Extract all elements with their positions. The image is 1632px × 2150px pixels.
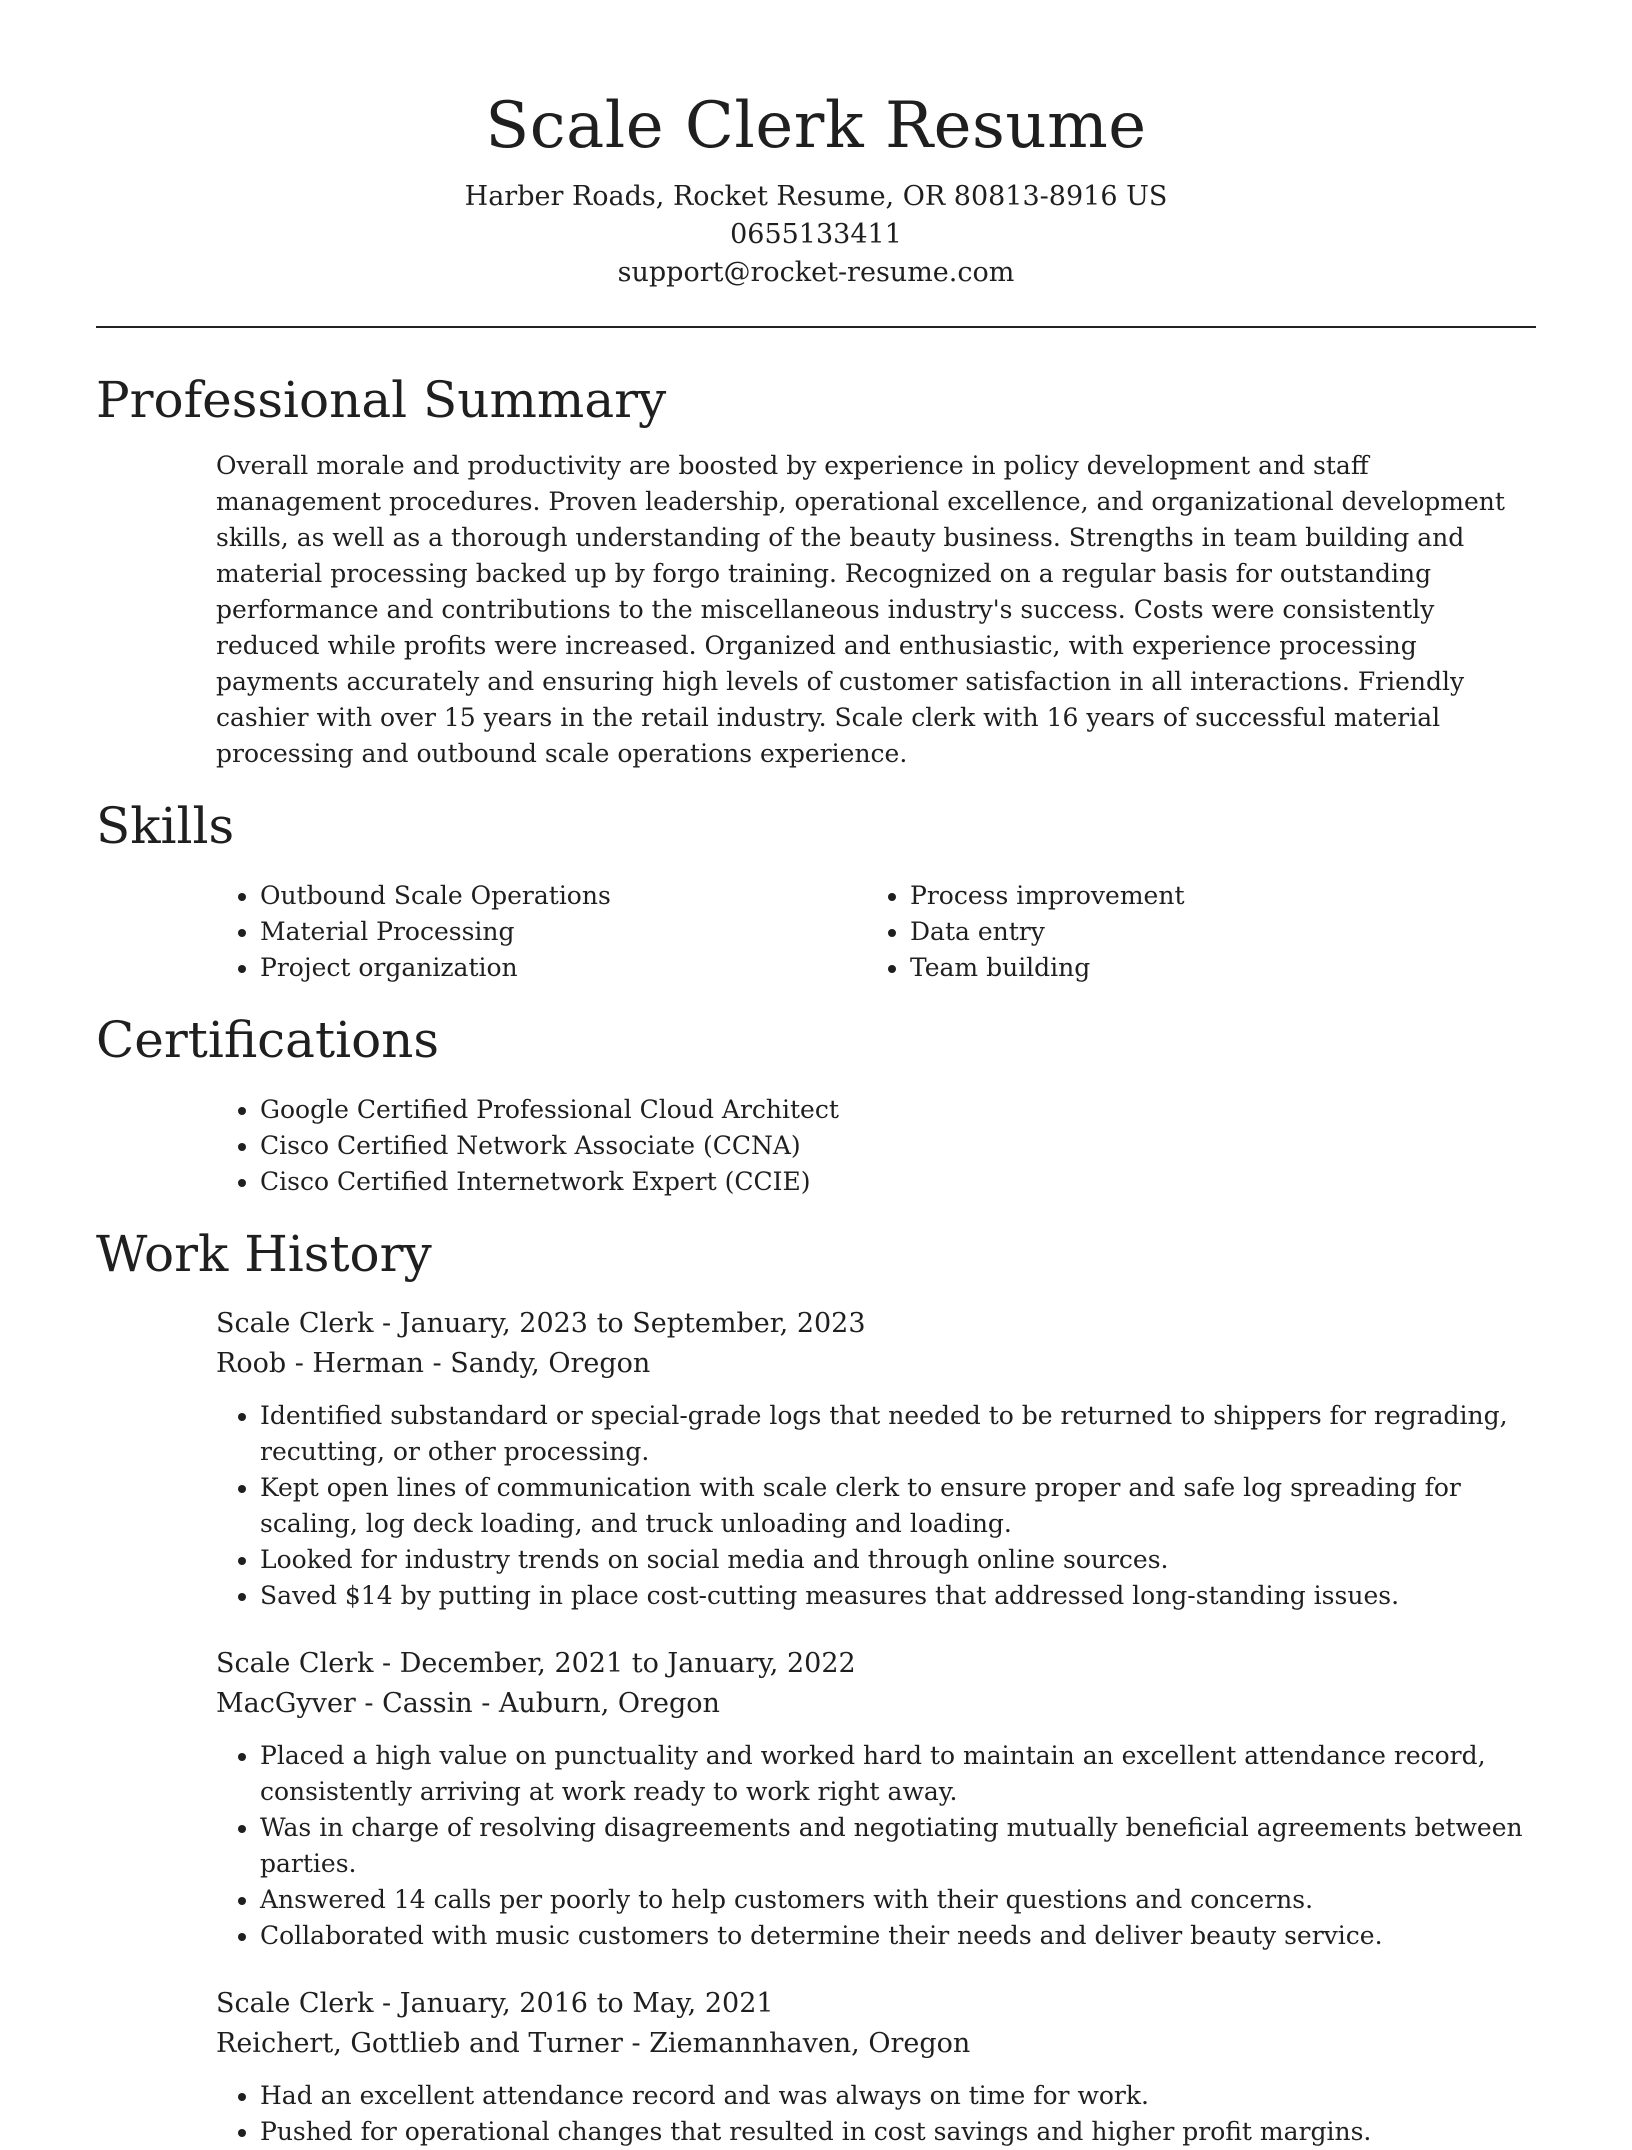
- job-entry: [216, 1304, 1536, 1614]
- job-dates: - December, 2021 to January, 2022: [373, 1648, 856, 1679]
- job-duties: [216, 1738, 1536, 1954]
- job-duty: • Pushed for operational changes that resulted in cost savings and higher profit margins.: [260, 2114, 1536, 2150]
- skill-item: • Team building: [910, 950, 1516, 986]
- job-role-line: [216, 1984, 1536, 2024]
- job-company-line: [216, 1684, 1536, 1724]
- job-location: - Ziemannhaven, Oregon: [622, 2028, 971, 2059]
- job-duty: • Looked for industry trends on social media and through online sources.: [260, 1542, 1536, 1578]
- job-duty: • Kept open lines of communication with scale clerk to ensure proper and safe log spreading for scaling, log deck loading, and truck unloading and loading.: [260, 1470, 1536, 1542]
- header-divider: [96, 326, 1536, 328]
- job-dates: - January, 2016 to May, 2021: [373, 1988, 774, 2019]
- skill-item: • Process improvement: [910, 878, 1516, 914]
- job-company-line: [216, 1344, 1536, 1384]
- job-location: - Sandy, Oregon: [423, 1348, 651, 1379]
- job-location: - Auburn, Oregon: [472, 1688, 720, 1719]
- skills-column-left: [216, 878, 866, 986]
- contact-phone: 0655133411: [730, 219, 902, 250]
- job-role-line: [216, 1304, 1536, 1344]
- skills-list: [216, 878, 1536, 986]
- job-duty: • Placed a high value on punctuality and worked hard to maintain an excellent attendance record, consistently arriving at work ready to work right away.: [260, 1738, 1536, 1810]
- job-duty: • Identified substandard or special-grade logs that needed to be returned to shippers for regrading, recutting, or other processing.: [260, 1398, 1536, 1470]
- job-role: Scale Clerk: [216, 1308, 374, 1339]
- skills-column-right: [866, 878, 1516, 986]
- contact-info: [96, 178, 1536, 292]
- job-duties: [216, 1398, 1536, 1614]
- job-dates: - January, 2023 to September, 2023: [373, 1308, 866, 1339]
- job-duty: • Answered 14 calls per poorly to help customers with their questions and concerns.: [260, 1882, 1536, 1918]
- job-duty: • Saved $14 by putting in place cost-cutting measures that addressed long-standing issues.: [260, 1578, 1536, 1614]
- contact-email: support@rocket-resume.com: [617, 257, 1015, 288]
- work-history-heading: Work History: [96, 1225, 432, 1283]
- job-company-line: [216, 2024, 1536, 2064]
- job-company: MacGyver - Cassin: [216, 1688, 473, 1719]
- certification-item: • Google Certified Professional Cloud Architect: [260, 1092, 1536, 1128]
- summary-text: Overall morale and productivity are boosted by experience in policy development and staff management procedures. Proven leadership, operational excellence, and organizational development skills, as well as a thorough understanding of the beauty business. Strengths in team building and material processing backed up by forgo training. Recognized on a regular basis for outstanding performance and contributions to the miscellaneous industry's success. Costs were consistently reduced while profits were increased. Organized and enthusiastic, with experience processing payments accurately and ensuring high levels of customer satisfaction in all interactions. Friendly cashier with over 15 years in the retail industry. Scale clerk with 16 years of successful material processing and outbound scale operations experience.: [216, 451, 1505, 768]
- job-entry: [216, 1984, 1536, 2150]
- job-company: Roob - Herman: [216, 1348, 424, 1379]
- job-duty: • Collaborated with music customers to determine their needs and deliver beauty service.: [260, 1918, 1536, 1954]
- job-duty: • Had an excellent attendance record and was always on time for work.: [260, 2078, 1536, 2114]
- certification-item: • Cisco Certified Network Associate (CCNA): [260, 1128, 1536, 1164]
- summary-heading: Professional Summary: [96, 371, 667, 429]
- resume-page: [96, 0, 1536, 2150]
- contact-address: Harber Roads, Rocket Resume, OR 80813-8916 US: [464, 181, 1168, 212]
- certification-item: • Cisco Certified Internetwork Expert (CCIE): [260, 1164, 1536, 1200]
- job-role: Scale Clerk: [216, 1648, 374, 1679]
- skill-item: • Project organization: [260, 950, 866, 986]
- skill-item: • Data entry: [910, 914, 1516, 950]
- job-role-line: [216, 1644, 1536, 1684]
- certifications-heading: Certifications: [96, 1011, 440, 1069]
- skill-item: • Material Processing: [260, 914, 866, 950]
- job-company: Reichert, Gottlieb and Turner: [216, 2028, 623, 2059]
- job-duty: • Was in charge of resolving disagreements and negotiating mutually beneficial agreements between parties.: [260, 1810, 1536, 1882]
- job-entry: [216, 1644, 1536, 1954]
- resume-title: Scale Clerk Resume: [485, 89, 1147, 163]
- certifications-list: [216, 1092, 1536, 1200]
- skills-heading: Skills: [96, 797, 235, 855]
- job-duties: [216, 2078, 1536, 2150]
- resume-header: [96, 0, 1536, 292]
- skill-item: • Outbound Scale Operations: [260, 878, 866, 914]
- job-role: Scale Clerk: [216, 1988, 374, 2019]
